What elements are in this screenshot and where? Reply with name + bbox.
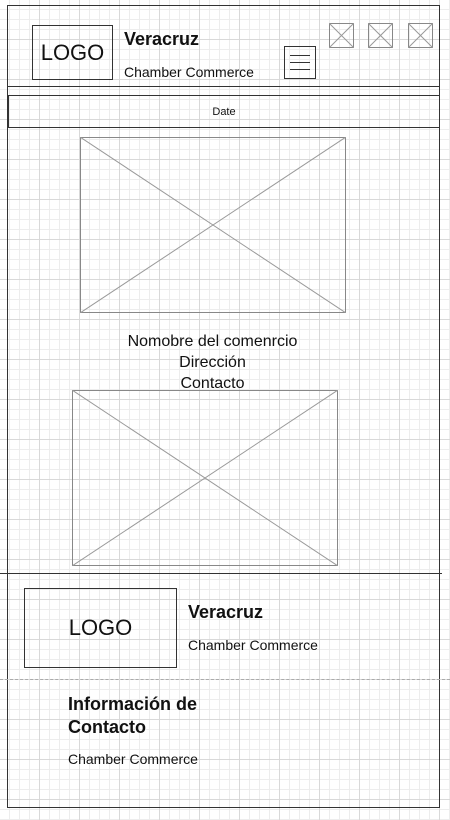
- date-label: Date: [212, 105, 236, 118]
- business-contact: Contacto: [180, 375, 245, 392]
- header-title: Veracruz: [124, 29, 200, 49]
- business-name: Nomobre del comenrcio: [127, 333, 298, 350]
- header-divider: [7, 86, 440, 87]
- footer-dashed-divider: [0, 679, 450, 680]
- contact-text: Chamber Commerce: [68, 751, 198, 767]
- social-icon-2[interactable]: [368, 23, 393, 48]
- footer-divider: [0, 573, 442, 574]
- business-image-placeholder-top: [80, 137, 346, 313]
- contact-heading: [68, 693, 197, 739]
- date-bar: [8, 95, 440, 128]
- business-image-placeholder-bottom: [72, 390, 338, 566]
- social-icon-3[interactable]: [408, 23, 433, 48]
- header-logo[interactable]: [32, 25, 113, 80]
- header-logo-label: LOGO: [40, 39, 105, 65]
- hamburger-menu-icon[interactable]: [284, 46, 316, 79]
- contact-heading-line2: Contacto: [68, 717, 146, 737]
- footer-subtitle: Chamber Commerce: [188, 637, 318, 653]
- header-subtitle: Chamber Commerce: [124, 64, 254, 80]
- footer-logo[interactable]: [24, 588, 177, 668]
- footer-title: Veracruz: [188, 602, 264, 622]
- social-icon-1[interactable]: [329, 23, 354, 48]
- footer-logo-label: LOGO: [68, 615, 133, 640]
- business-address: Dirección: [179, 354, 246, 371]
- contact-heading-line1: Información de: [68, 694, 198, 714]
